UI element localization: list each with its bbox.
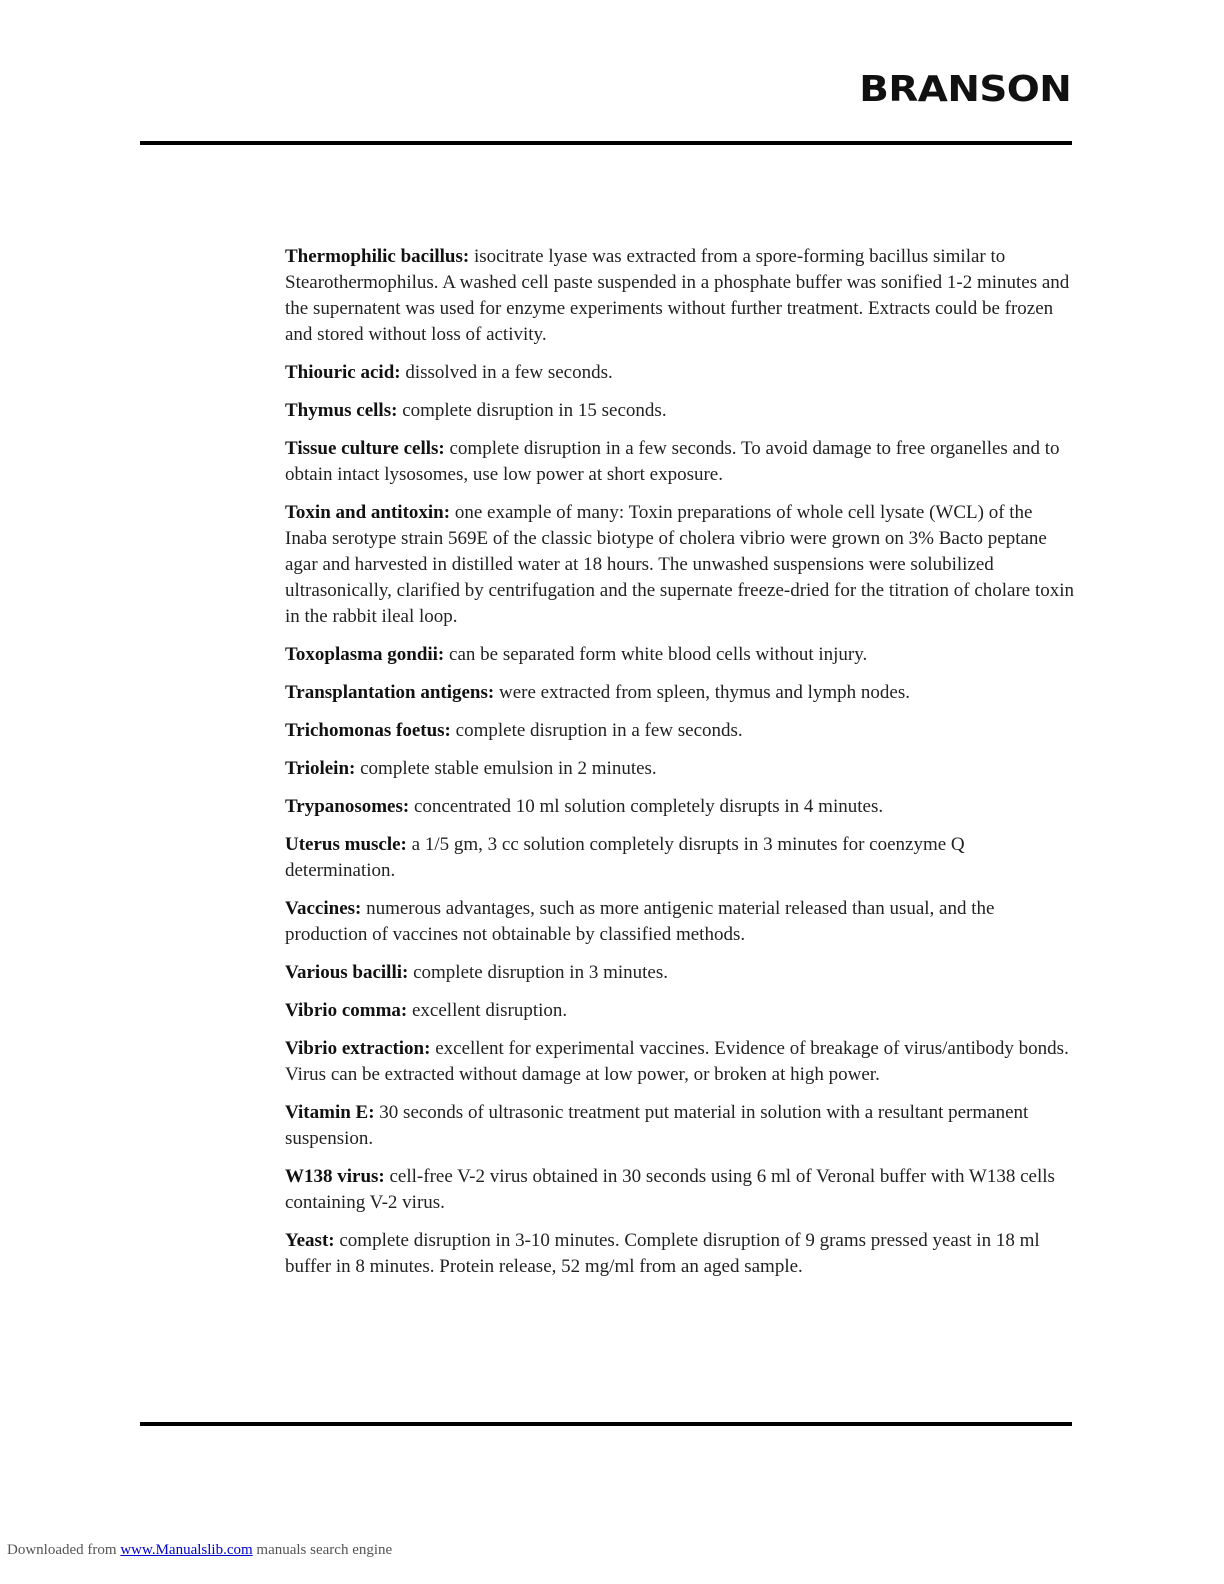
entry-text: dissolved in a few seconds. <box>405 362 613 383</box>
download-footer <box>7 1542 392 1559</box>
entry-tissue-culture-cells <box>285 436 1075 488</box>
entry-toxin-and-antitoxin <box>285 500 1075 630</box>
footer-prefix: Downloaded from <box>7 1542 121 1558</box>
entry-text: numerous advantages, such as more antigenic material released than usual, and the production of vaccines not obtainable by classified methods. <box>285 898 995 945</box>
entry-text: were extracted from spleen, thymus and lymph nodes. <box>498 682 910 703</box>
entry-term: Trichomonas foetus: <box>285 720 451 741</box>
entry-yeast <box>285 1228 1075 1280</box>
footer-rule <box>140 1422 1072 1426</box>
branson-logo: BRANSON <box>858 69 1071 110</box>
manualslib-link[interactable]: www.Manualslib.com <box>120 1542 253 1558</box>
entry-term: Various bacilli: <box>285 962 409 983</box>
entry-term: Uterus muscle: <box>285 834 407 855</box>
entry-text: complete disruption in a few seconds. <box>455 720 743 741</box>
entry-trypanosomes <box>285 794 1075 820</box>
entry-vibrio-extraction <box>285 1036 1075 1088</box>
entry-term: Tissue culture cells: <box>285 438 445 459</box>
entry-term: Thiouric acid: <box>285 362 401 383</box>
entry-text: excellent disruption. <box>412 1000 568 1021</box>
entry-term: Vitamin E: <box>285 1102 375 1123</box>
entry-text: 30 seconds of ultrasonic treatment put material in solution with a resultant permanent suspension. <box>285 1102 1029 1149</box>
entry-term: Vaccines: <box>285 898 362 919</box>
entry-term: Trypanosomes: <box>285 796 410 817</box>
entry-term: Transplantation antigens: <box>285 682 495 703</box>
header-rule <box>140 141 1072 145</box>
entry-term: Vibrio comma: <box>285 1000 408 1021</box>
entry-w138-virus <box>285 1164 1075 1216</box>
entry-term: Triolein: <box>285 758 356 779</box>
entry-thermophilic-bacillus <box>285 244 1075 348</box>
entry-thymus-cells <box>285 398 1075 424</box>
entry-triolein <box>285 756 1075 782</box>
entry-text: a 1/5 gm, 3 cc solution completely disrupts in 3 minutes for coenzyme Q determination. <box>285 834 965 881</box>
entry-various-bacilli <box>285 960 1075 986</box>
entry-term: Thermophilic bacillus: <box>285 246 470 267</box>
entry-term: Yeast: <box>285 1230 335 1251</box>
entry-term: W138 virus: <box>285 1166 385 1187</box>
entry-text: isocitrate lyase was extracted from a spore-forming bacillus similar to Stearothermophilus. A washed cell paste suspended in a phosphate buffer was sonified 1-2 minutes and the supernatent was used for enzyme experiments without further treatment. Extracts could be frozen and stored without loss of activity. <box>285 246 1070 345</box>
entry-text: cell-free V-2 virus obtained in 30 seconds using 6 ml of Veronal buffer with W138 cells containing V-2 virus. <box>285 1166 1055 1213</box>
entry-thiouric-acid <box>285 360 1075 386</box>
entry-text: can be separated form white blood cells without injury. <box>449 644 868 665</box>
entry-term: Toxoplasma gondii: <box>285 644 445 665</box>
footer-suffix: manuals search engine <box>252 1542 393 1558</box>
entry-text: complete disruption in a few seconds. To avoid damage to free organelles and to obtain intact lysosomes, use low power at short exposure. <box>285 438 1060 485</box>
entry-text: concentrated 10 ml solution completely disrupts in 4 minutes. <box>413 796 884 817</box>
entry-text: complete disruption in 3-10 minutes. Complete disruption of 9 grams pressed yeast in 18 ml buffer in 8 minutes. Protein release, 52 mg/ml from an aged sample. <box>285 1230 1040 1277</box>
entry-toxoplasma-gondii <box>285 642 1075 668</box>
entry-text: one example of many: Toxin preparations of whole cell lysate (WCL) of the Inaba serotype strain 569E of the classic biotype of cholera vibrio were grown on 3% Bacto peptane agar and harvested in distilled water at 18 hours. The unwashed suspensions were solubilized ultrasonically, clarified by centrifugation and the supernate freeze-dried for the titration of cholare toxin in the rabbit ileal loop. <box>285 502 1075 627</box>
entry-term: Thymus cells: <box>285 400 398 421</box>
entry-text: complete disruption in 15 seconds. <box>402 400 667 421</box>
entry-vitamin-e <box>285 1100 1075 1152</box>
entry-term: Toxin and antitoxin: <box>285 502 451 523</box>
entry-text: complete stable emulsion in 2 minutes. <box>360 758 657 779</box>
entry-term: Vibrio extraction: <box>285 1038 431 1059</box>
entry-uterus-muscle <box>285 832 1075 884</box>
entry-text: excellent for experimental vaccines. Evidence of breakage of virus/antibody bonds. Virus can be extracted without damage at low power, or broken at high power. <box>285 1038 1069 1085</box>
entry-vaccines <box>285 896 1075 948</box>
entry-transplantation-antigens <box>285 680 1075 706</box>
entry-trichomonas-foetus <box>285 718 1075 744</box>
entry-text: complete disruption in 3 minutes. <box>413 962 668 983</box>
entry-list <box>285 244 1075 1292</box>
entry-vibrio-comma <box>285 998 1075 1024</box>
